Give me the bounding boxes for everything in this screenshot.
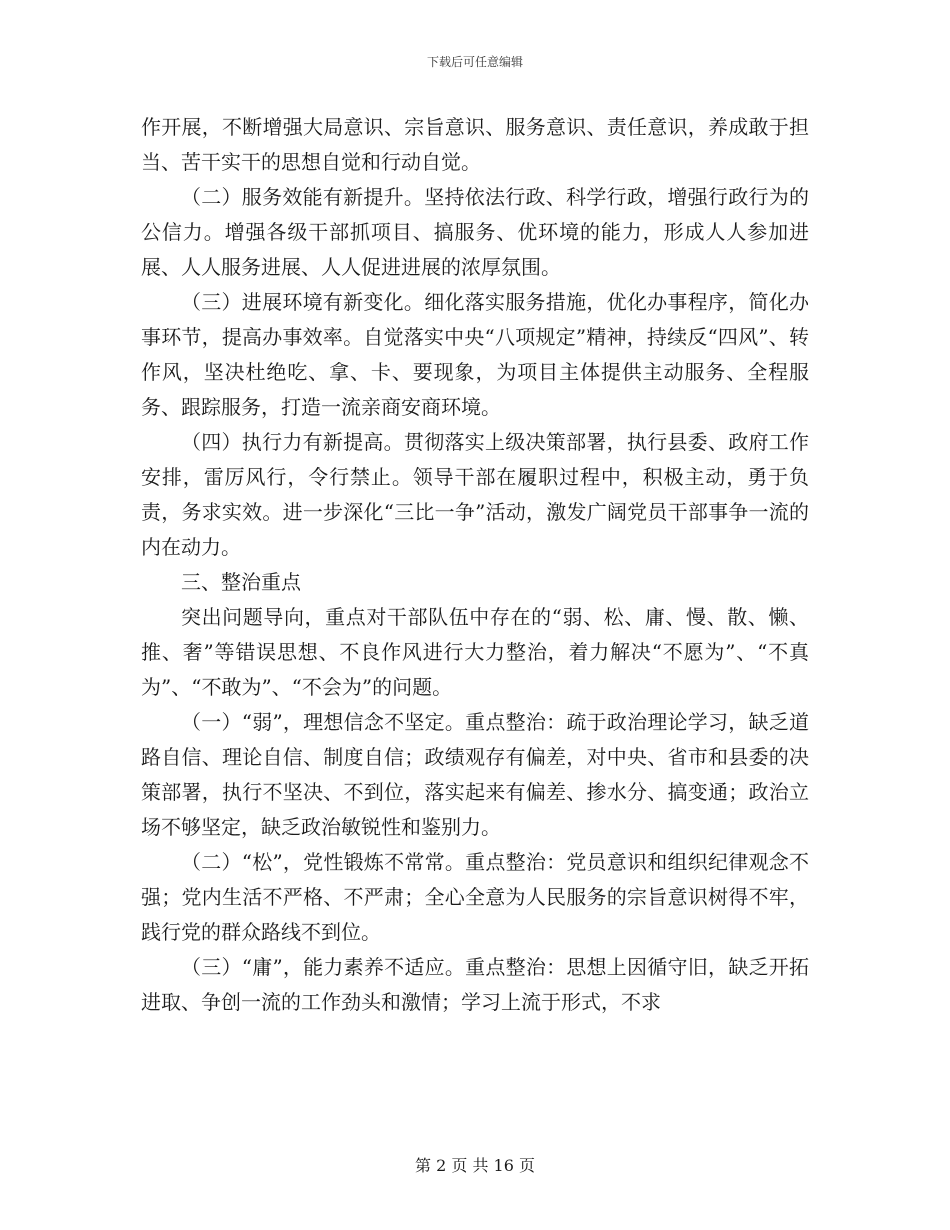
paragraph-weak: （一）“弱”，理想信念不坚定。重点整治：疏于政治理论学习，缺乏道路自信、理论自信、制度自信；政绩观存有偏差，对中央、省市和县委的决策部署，执行不坚决、不到位，落实起来有偏差、掺水分、搞变通；政治立场不够坚定，缺乏政治敏锐性和鉴别力。 (141, 710, 809, 839)
section-heading-rectification-focus: 三、整治重点 (181, 570, 301, 594)
document-body (141, 110, 809, 1020)
paragraph-mediocre: （三）“庸”，能力素养不适应。重点整治：思想上因循守旧，缺乏开拓进取、争创一流的工作劲头和激情；学习上流于形式，不求 (141, 955, 809, 1014)
paragraph-execution: （四）执行力有新提高。贯彻落实上级决策部署，执行县委、政府工作安排，雷厉风行，令行禁止。领导干部在履职过程中，积极主动，勇于负责，务求实效。进一步深化“三比一争”活动，激发广阔党员干部事争一流的内在动力。 (141, 430, 809, 559)
paragraph-continuation: 作开展，不断增强大局意识、宗旨意识、服务意识、责任意识，养成敢于担当、苦干实干的思想自觉和行动自觉。 (141, 115, 809, 174)
paragraph-environment: （三）进展环境有新变化。细化落实服务措施，优化办事程序，简化办事环节，提高办事效率。自觉落实中央“八项规定”精神，持续反“四风”、转作风，坚决杜绝吃、拿、卡、要现象，为项目主体提供主动服务、全程服务、跟踪服务，打造一流亲商安商环境。 (141, 290, 809, 419)
paragraph-service-efficiency: （二）服务效能有新提升。坚持依法行政、科学行政，增强行政行为的公信力。增强各级干部抓项目、搞服务、优环境的能力，形成人人参加进展、人人服务进展、人人促进进展的浓厚氛围。 (141, 185, 809, 279)
paragraph-loose: （二）“松”，党性锻炼不常常。重点整治：党员意识和组织纪律观念不强；党内生活不严格、不严肃；全心全意为人民服务的宗旨意识树得不牢，践行党的群众路线不到位。 (141, 850, 809, 944)
paragraph-problem-orientation: 突出问题导向，重点对干部队伍中存在的“弱、松、庸、慢、散、懒、推、奢”等错误思想、不良作风进行大力整治，着力解决“不愿为”、“不真为”、“不敢为”、“不会为”的问题。 (141, 605, 809, 699)
page-footer: 第 2 页 共 16 页 (415, 1156, 535, 1175)
page-header: 下载后可任意编辑 (426, 55, 523, 69)
